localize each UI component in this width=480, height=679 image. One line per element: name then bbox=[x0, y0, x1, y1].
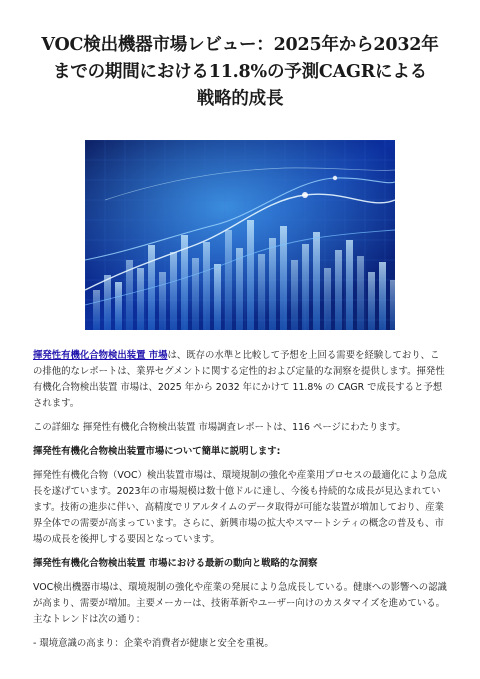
hero-bar bbox=[269, 238, 276, 330]
hero-bar bbox=[335, 250, 342, 330]
hero-bar bbox=[159, 272, 166, 330]
hero-bar bbox=[225, 230, 232, 330]
hero-bar bbox=[236, 248, 243, 330]
hero-bar bbox=[137, 268, 144, 330]
intro-text: は、既存の水準と比較して予想を上回る需要を経験しており、この排他的なレポートは、業界セグメントに関する定性的および定量的な洞察を提供します。揮発性有機化合物検出装置 市場は、2025 年から 2032 年にかけて 11.8% の CAGR で成長すると予想されます。 bbox=[33, 350, 445, 409]
bullet-item: - 環境意識の高まり：企業や消費者が健康と安全を重視。 bbox=[33, 638, 274, 649]
hero-bar bbox=[313, 232, 320, 330]
hero-bar bbox=[346, 240, 353, 330]
page-title bbox=[33, 0, 447, 113]
market-link[interactable]: 揮発性有機化合物検出装置 市場 bbox=[33, 350, 168, 361]
report-pages-paragraph: この詳細な 揮発性有機化合物検出装置 市場調査レポートは、116 ページにわたります。 bbox=[33, 422, 406, 433]
hero-bar bbox=[357, 256, 364, 330]
hero-bar bbox=[170, 252, 177, 330]
hero-bar bbox=[214, 264, 221, 330]
hero-bar bbox=[93, 290, 100, 330]
section2-heading: 揮発性有機化合物検出装置 市場における最新の動向と戦略的な洞察 bbox=[33, 558, 318, 569]
section1-body: 揮発性有機化合物（VOC）検出装置市場は、環境規制の強化や産業用プロセスの最適化により急成長を遂げています。2023年の市場規模は数十億ドルに達し、今後も持続的な成長が見込まれています。技術の進歩に伴い、高精度でリアルタイムのデータ取得が可能な装置が増加しており、産業界全体での需要が高まっています。さらに、新興市場の拡大やスマートシティの概念の普及も、市場の成長を後押しする要因となっています。 bbox=[33, 470, 447, 545]
title-line-2: までの期間における11.8%の予測CAGRによる bbox=[53, 62, 427, 82]
hero-bar bbox=[368, 272, 375, 330]
article-body bbox=[33, 348, 447, 652]
hero-bar bbox=[390, 280, 395, 330]
hero-bar bbox=[203, 242, 210, 330]
hero-bar bbox=[247, 220, 254, 330]
hero-bar bbox=[192, 258, 199, 330]
hero-bar bbox=[324, 268, 331, 330]
intro-paragraph bbox=[33, 348, 447, 412]
section1-heading: 揮発性有機化合物検出装置市場について簡単に説明します: bbox=[33, 446, 281, 457]
hero-bar bbox=[379, 262, 386, 330]
hero-bar bbox=[104, 275, 111, 330]
title-line-1: VOC検出機器市場レビュー：2025年から2032年 bbox=[41, 35, 439, 55]
hero-bar bbox=[280, 226, 287, 330]
hero-bar bbox=[291, 260, 298, 330]
hero-bar bbox=[302, 244, 309, 330]
hero-bar bbox=[258, 254, 265, 330]
title-line-3: 戦略的成長 bbox=[196, 89, 284, 109]
hero-image bbox=[85, 140, 395, 330]
hero-bar bbox=[115, 282, 122, 330]
section2-body: VOC検出機器市場は、環境規制の強化や産業の発展により急成長している。健康への影響への認識が高まり、需要が増加。主要メーカーは、技術革新やユーザー向けのカスタマイズを進めている。主なトレンドは次の通り： bbox=[33, 582, 447, 625]
